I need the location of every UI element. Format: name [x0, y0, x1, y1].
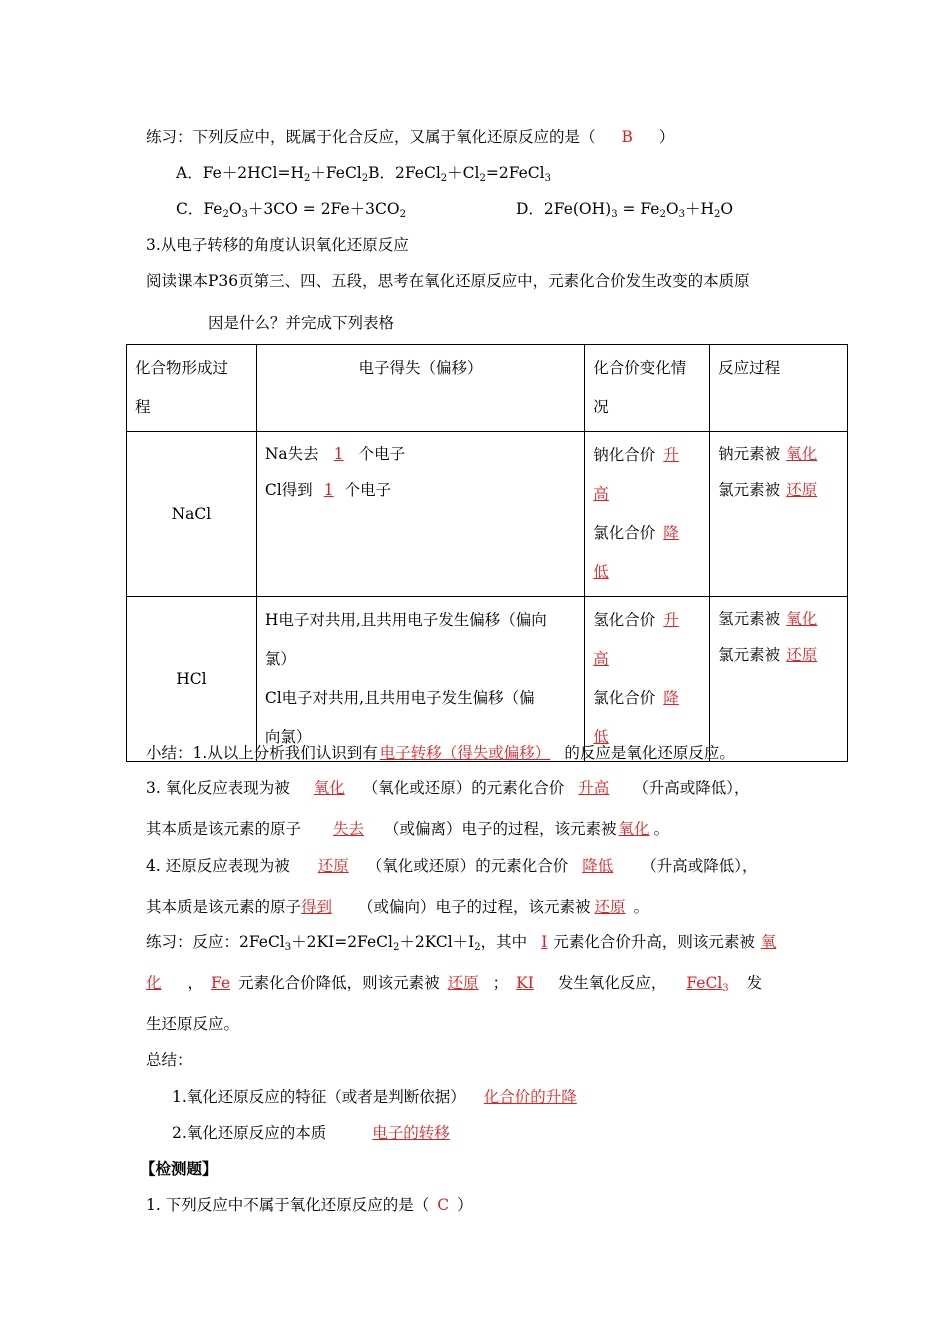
header-valence: 化合价变化情 况: [585, 345, 710, 432]
answer-blank: 电子的转移: [372, 1124, 450, 1142]
practice2-line2: 化 ， Fe 元素化合价降低，则该元素被 还原 ； KI 发生氧化反应， FeCl$_3$ 发: [146, 974, 763, 994]
answer-blank: 降: [663, 689, 679, 707]
option-b: B．$2FeCl_2+Cl_2=2FeCl_3$: [368, 164, 551, 184]
answer-blank: 还原: [786, 646, 818, 664]
answer-blank: Fe: [211, 974, 231, 992]
answer-blank: 高: [593, 650, 609, 668]
compound-cell: HCl: [127, 597, 257, 762]
answer-blank: 升: [663, 611, 679, 629]
option-a: A．$Fe+2HCl=H_2+FeCl_2$: [176, 164, 369, 184]
header-process: 反应过程: [710, 345, 848, 432]
practice2-line1: 练习：反应：$2FeCl_3+2KI=2FeCl_2+2KCl+I_2$，其中 I 元素化合价升高，则该元素被 氧: [146, 933, 777, 953]
answer-blank: 氧化: [786, 445, 818, 463]
option-a-b: [176, 163, 551, 183]
answer-blank: 低: [593, 728, 609, 746]
compound-cell: NaCl: [127, 432, 257, 597]
answer-blank: 升: [663, 446, 679, 464]
conclusion-1: 1.氧化还原反应的特征（或者是判断依据） 化合价的升降: [172, 1087, 742, 1107]
practice-question: [146, 127, 674, 147]
table-header-row: [127, 345, 848, 432]
header-electron: 电子得失（偏移）: [256, 345, 584, 432]
option-d: D．$2Fe(OH)_3 = Fe_2O_3+H_2O$: [516, 200, 734, 220]
answer-blank: 降低: [582, 857, 614, 875]
answer-blank: 还原: [594, 898, 626, 916]
answer-blank: 还原: [786, 481, 818, 499]
answer-blank: 降: [663, 524, 679, 542]
answer-blank: 化合价的升降: [483, 1088, 577, 1106]
conclusion-2: 2.氧化还原反应的本质 电子的转移: [172, 1123, 728, 1143]
answer-blank: 氧化: [618, 820, 650, 838]
table-row: [127, 432, 848, 597]
answer-blank: 1: [333, 445, 344, 463]
summary-4: 4. 还原反应表现为被 还原 （氧化或还原）的元素化合价 降低 （升高或降低），: [146, 857, 758, 875]
answer-blank: 失去: [333, 820, 365, 838]
answer-blank: FeCl$_3$: [686, 974, 729, 994]
process-cell: 氢元素被 氧化 氯元素被 还原: [710, 597, 848, 762]
answer-c: C: [437, 1196, 450, 1214]
valence-cell: 钠化合价 升 高 氯化合价 降 低: [585, 432, 710, 597]
answer-blank: 化: [146, 974, 162, 992]
answer-blank: 高: [593, 485, 609, 503]
close-paren: ）: [658, 128, 675, 146]
option-c: C．$Fe_2O_3+3CO = 2Fe+3CO_2$: [176, 200, 406, 220]
answer-blank: 1: [323, 481, 334, 499]
conclusion-title: 总结：: [146, 1051, 193, 1069]
valence-cell: 氢化合价 升 高 氯化合价 降 低: [585, 597, 710, 762]
electron-cell: H电子对共用,且共用电子发生偏移（偏向 氯） Cl电子对共用,且共用电子发生偏移（偏 向氯）: [256, 597, 584, 762]
table-row: [127, 597, 848, 762]
answer-blank: 氧: [760, 933, 777, 951]
answer-blank: 还原: [447, 974, 479, 992]
electron-transfer-table: [126, 344, 848, 762]
answer-b: B: [621, 128, 633, 146]
question-text: 练习：下列反应中，既属于化合反应，又属于氧化还原反应的是（: [146, 128, 596, 146]
answer-blank: I: [541, 933, 548, 951]
section3-para1: 阅读课本P36页第三、四、五段，思考在氧化还原反应中，元素化合价发生改变的本质原: [146, 272, 750, 290]
answer-blank: 氧化: [786, 610, 818, 628]
summary-3b: 其本质是该元素的原子 失去 （或偏离）电子的过程，该元素被 氧化 。: [146, 820, 670, 838]
answer-blank: 电子转移（得失或偏移）: [379, 744, 551, 762]
process-cell: 钠元素被 氧化 氯元素被 还原: [710, 432, 848, 597]
section3-para2: 因是什么？并完成下列表格: [208, 314, 395, 332]
answer-blank: KI: [516, 974, 534, 992]
answer-blank: 氧化: [313, 779, 345, 797]
answer-blank: 升高: [578, 779, 610, 797]
section3-title: 3.从电子转移的角度认识氧化还原反应: [146, 236, 409, 254]
electron-cell: Na失去 1 个电子 Cl得到 1 个电子: [256, 432, 584, 597]
summary-3: 3. 氧化反应表现为被 氧化 （氧化或还原）的元素化合价 升高 （升高或降低），: [146, 779, 750, 797]
test-title: 【检测题】: [140, 1160, 218, 1178]
answer-blank: 还原: [317, 857, 349, 875]
practice2-line3: 生还原反应。: [146, 1015, 240, 1033]
answer-blank: 得到: [301, 898, 333, 916]
header-compound: 化合物形成过 程: [127, 345, 257, 432]
summary-1: 小结：1.从以上分析我们认识到有 电子转移（得失或偏移） 的反应是氧化还原反应。: [146, 744, 735, 762]
answer-blank: 低: [593, 563, 609, 581]
summary-4b: 其本质是该元素的原子得到 （或偏向）电子的过程，该元素被 还原 。: [146, 898, 650, 916]
test-question-1: 1. 下列反应中不属于氧化还原反应的是（ C ）: [146, 1196, 473, 1214]
